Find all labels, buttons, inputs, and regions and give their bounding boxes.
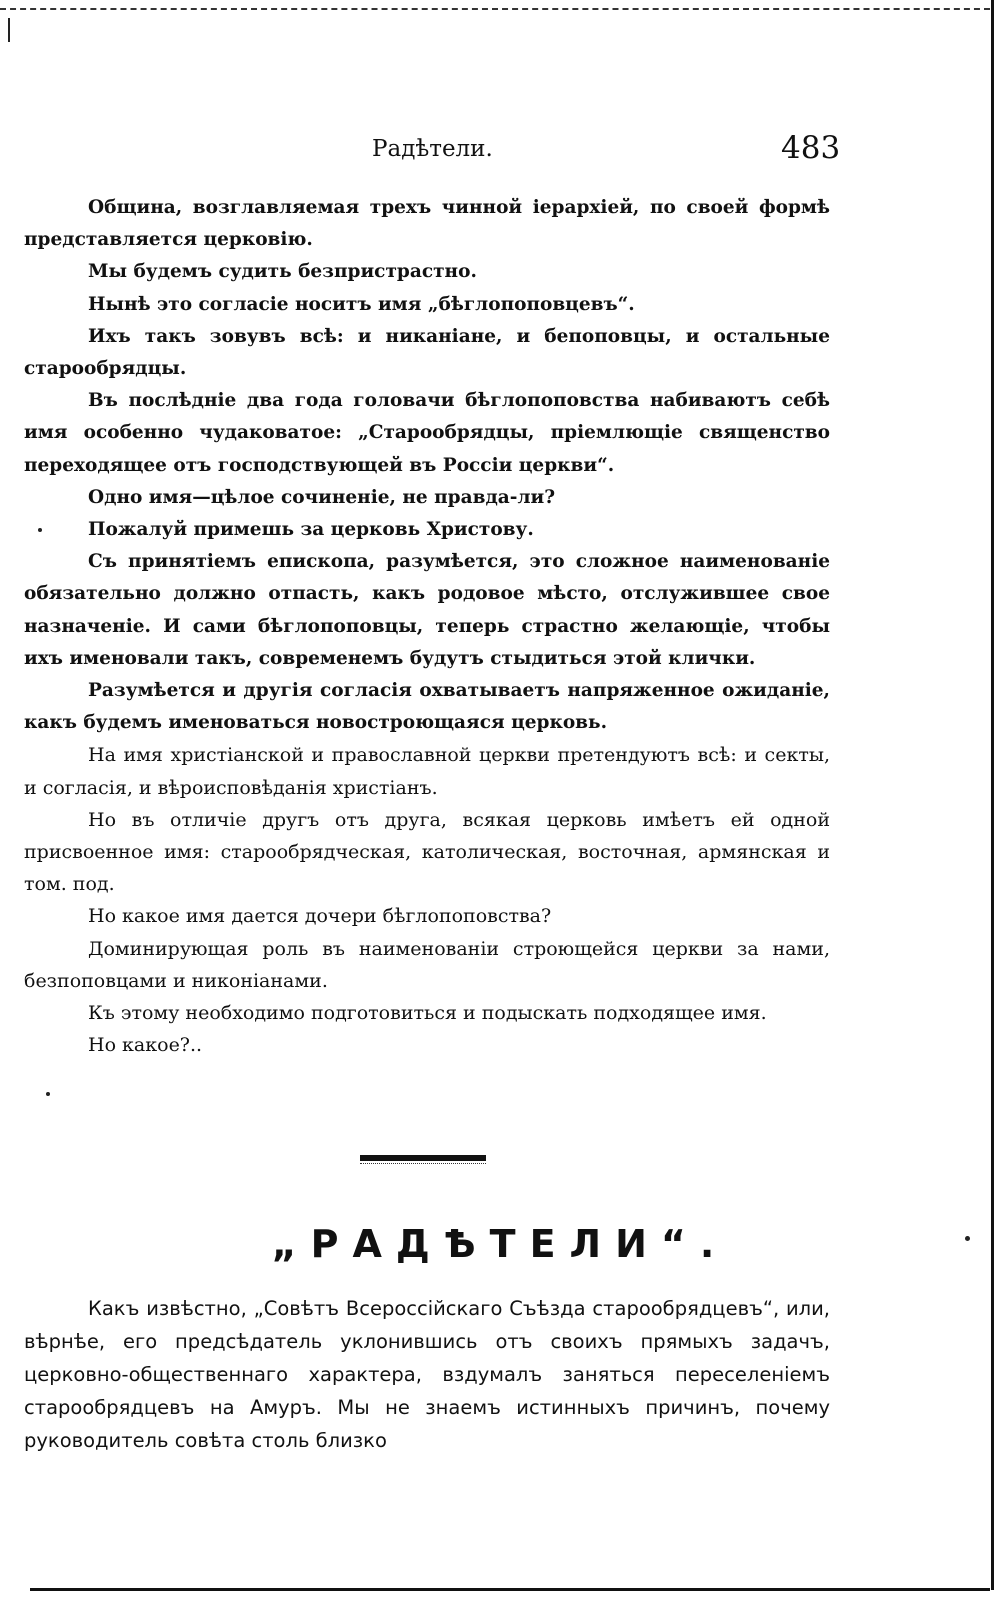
section-title: „РАДѢТЕЛИ“. — [271, 1222, 729, 1266]
print-speck — [965, 1236, 970, 1241]
top-border-rule — [0, 8, 990, 10]
section-body — [24, 1292, 830, 1457]
paragraph: Община, возглавляемая трехъ чинной іерархіей, по своей формѣ представляется церковію. — [24, 197, 830, 251]
print-speck — [38, 528, 42, 532]
paragraph: Разумѣется и другія согласія охватываетъ напряженное ожиданіе, какъ будемъ именоваться новостроющаяся церковь. — [24, 680, 830, 734]
section-divider-underline — [360, 1163, 486, 1164]
left-margin-mark — [8, 18, 10, 42]
running-title: Радѣтели. — [372, 136, 493, 162]
page-number: 483 — [781, 130, 841, 166]
print-speck — [46, 1092, 50, 1096]
body-text — [24, 192, 830, 1061]
paragraph: На имя христіанской и православной церкви претендуютъ всѣ: и секты, и согласія, и вѣроисповѣданія христіанъ. — [24, 744, 830, 799]
paragraph: Мы будемъ судить безпристрастно. — [88, 261, 477, 283]
right-border-rule — [991, 0, 994, 1590]
paragraph: Доминирующая роль въ наименованіи строющейся церкви за нами, безпоповцами и никоніанами. — [24, 937, 830, 992]
paragraph: Но въ отличіе другъ отъ друга, всякая церковь имѣетъ ей одной присвоенное имя: старообрядческая, католическая, восточная, армянская и том. под. — [24, 808, 830, 896]
section-divider — [360, 1155, 486, 1161]
paragraph: Къ этому необходимо подготовиться и подыскать подходящее имя. — [88, 1002, 767, 1025]
paragraph: Одно имя—цѣлое сочиненіе, не правда-ли? — [88, 486, 556, 508]
paragraph: Пожалуй примешь за церковь Христову. — [88, 519, 534, 541]
paragraph: Ихъ такъ зовувъ всѣ: и никаніане, и бепоповцы, и остальные старообрядцы. — [24, 325, 830, 380]
paragraph: Въ послѣдніе два года головачи бѣглопоповства набиваютъ себѣ имя особенно чудаковатое: „Старообрядцы, пріемлющіе священство переходящее отъ господствующей въ Россіи церкви“. — [24, 390, 830, 476]
paragraph: Но какое?.. — [88, 1034, 203, 1057]
running-head — [0, 130, 1000, 170]
paragraph: Съ принятіемъ епископа, разумѣется, это сложное наименованіе обязательно должно отпасть, какъ родовое мѣсто, отслужившее свое назначеніе. И сами бѣглопоповцы, теперь страстно желающіе, чтобы ихъ именовали такъ, современемъ будутъ стыдиться этой клички. — [24, 551, 830, 669]
section-paragraph: Какъ извѣстно, „Совѣтъ Всероссійскаго Съѣзда старообрядцевъ“, или, вѣрнѣе, его предсѣдатель уклонившись отъ своихъ прямыхъ задачъ, церковно-общественнаго характера, вздумалъ заняться переселеніемъ старообрядцевъ на Амуръ. Мы не знаемъ истинныхъ причинъ, почему руководитель совѣта столь близко — [24, 1297, 830, 1452]
paragraph: Но какое имя дается дочери бѣглопоповства? — [88, 905, 552, 928]
paragraph: Нынѣ это согласіе носитъ имя „бѣглопоповцевъ“. — [88, 293, 635, 315]
bottom-border-rule — [30, 1588, 990, 1591]
